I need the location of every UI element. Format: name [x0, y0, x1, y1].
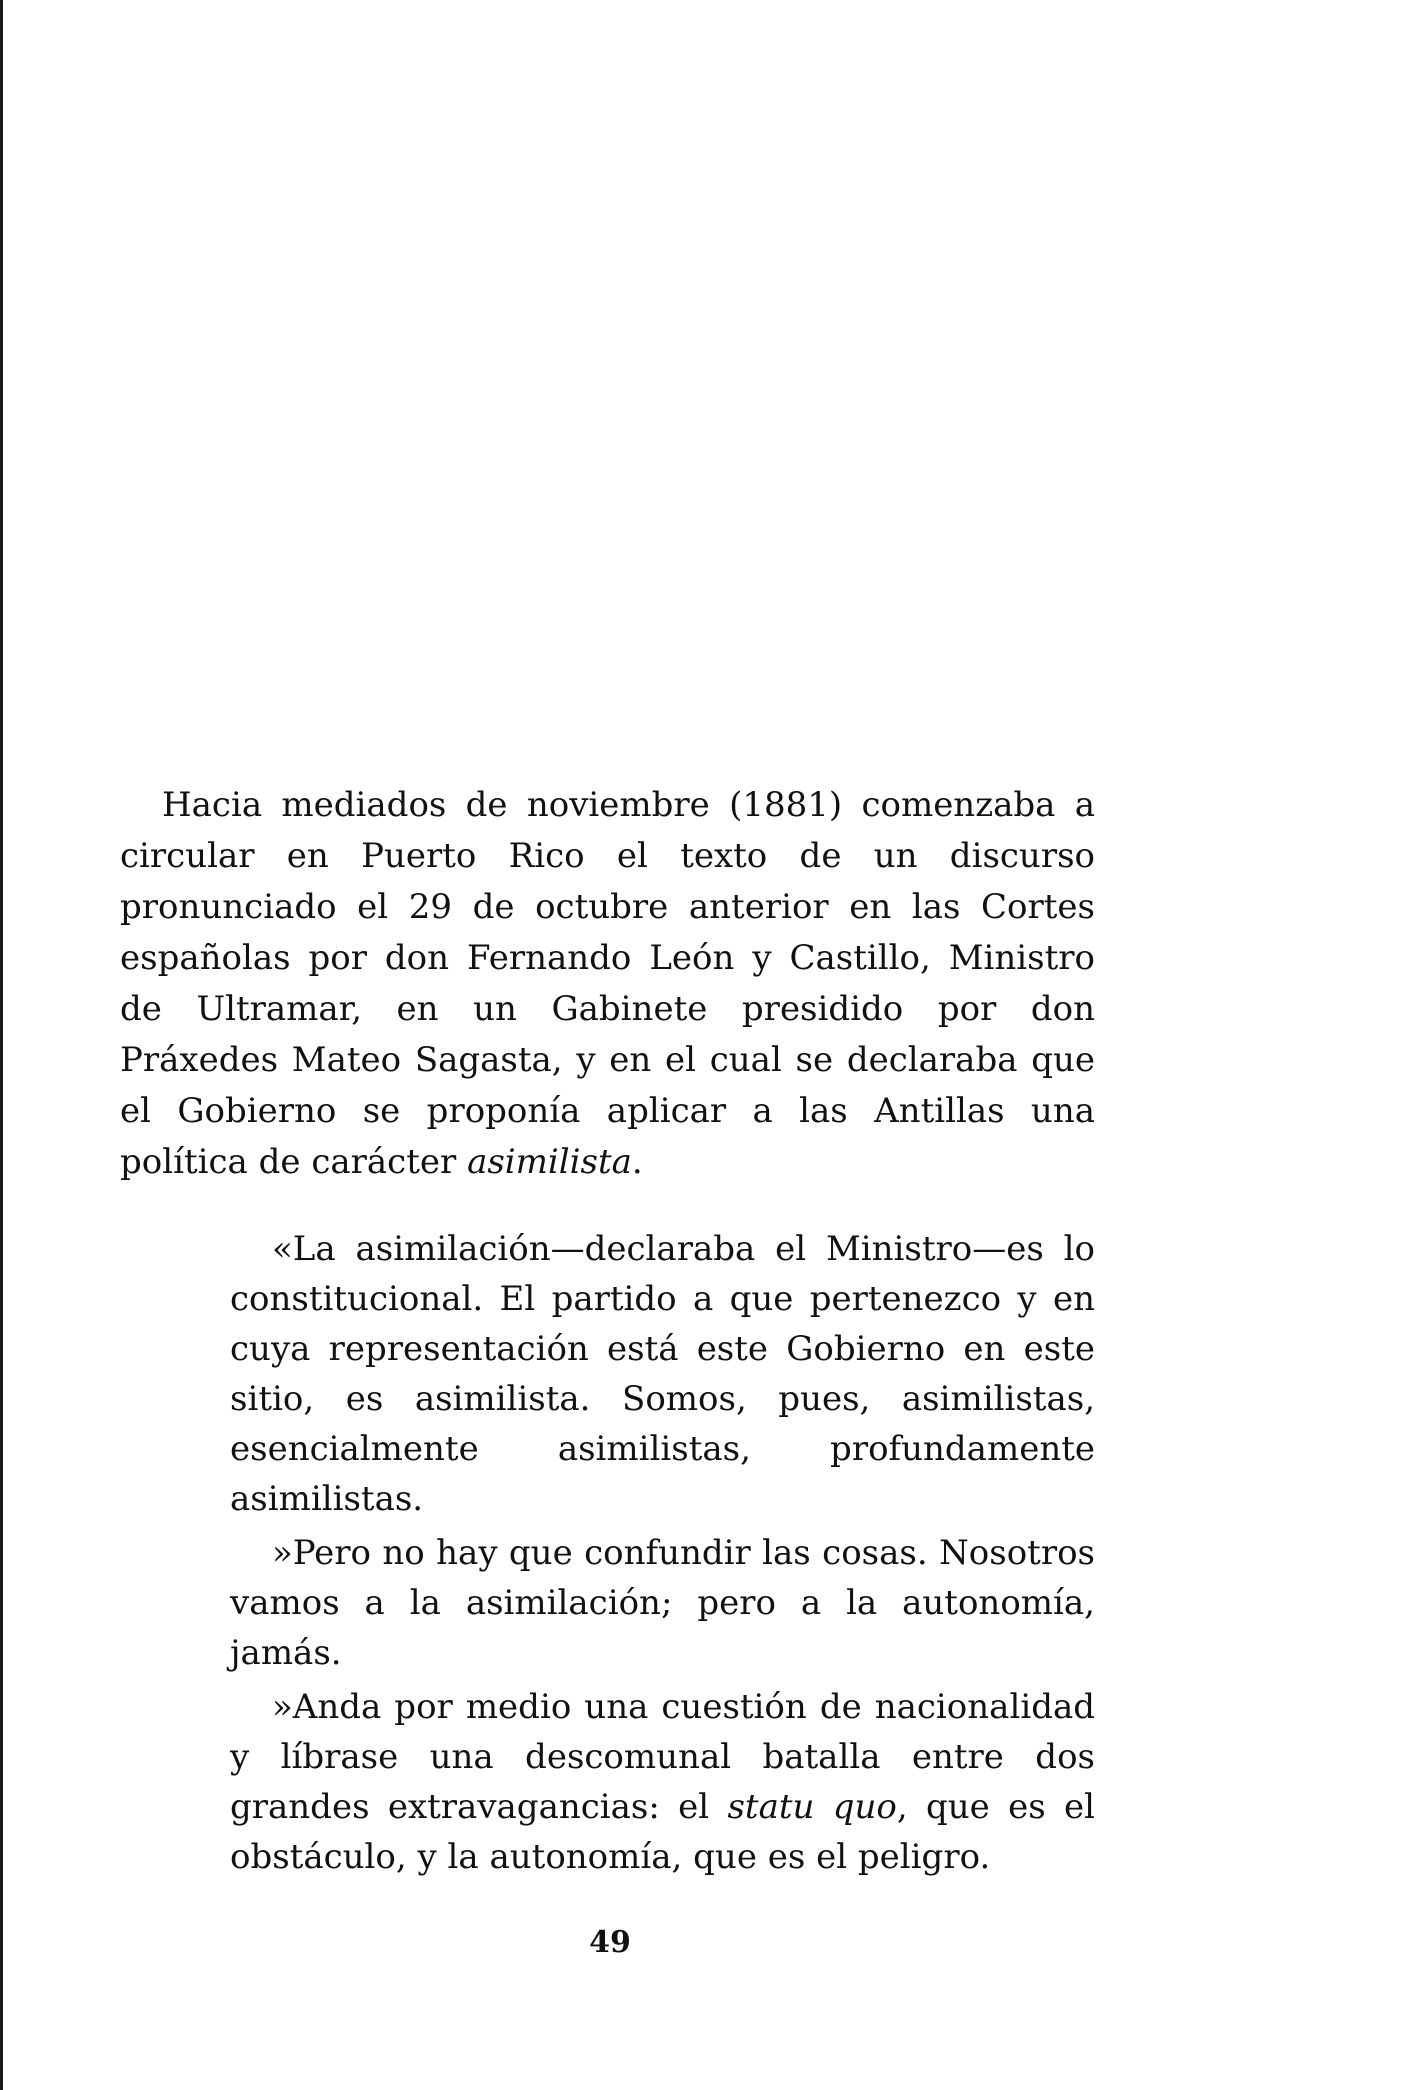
quote-3-emphasis: statu quo — [727, 1787, 897, 1827]
quote-3-text: »Anda por medio una cuestión de nacionalidad y líbrase una descomunal batalla entre dos grandes extravagancias: el — [230, 1687, 1095, 1827]
quote-paragraph-2: »Pero no hay que confundir las cosas. Nosotros vamos a la asimilación; pero a la autonomía, jamás. — [230, 1533, 1095, 1673]
scan-edge — [0, 0, 3, 2090]
intro-text-end: . — [631, 1142, 643, 1182]
intro-paragraph — [120, 780, 1095, 1188]
intro-text: Hacia mediados de noviembre (1881) comenzaba a circular en Puerto Rico el texto de un discurso pronunciado el 29 de octubre anterior en las Cortes españolas por don Fernando León y Castillo, Ministro de Ultramar, en un Gabinete presidido por don Práxedes Mateo Sagasta, y en el cual se declaraba que el Gobierno se proponía aplicar a las Antillas una política de carácter — [120, 785, 1095, 1182]
quote-3-text-end: , que es el obstáculo, y la autonomía, que es el peligro. — [230, 1787, 1095, 1877]
intro-emphasis: asimilista — [467, 1142, 632, 1182]
page-number: 49 — [589, 1925, 631, 1960]
quote-paragraph-1: «La asimilación—declaraba el Ministro—es lo constitucional. El partido a que pertenezco y en cuya representación está este Gobierno en este sitio, es asimilista. Somos, pues, asimilistas, esencialmente asimilistas, profundamente asimilistas. — [230, 1229, 1095, 1519]
block-quote — [230, 1224, 1095, 1882]
quote-paragraph-3 — [230, 1682, 1095, 1882]
page-body — [120, 780, 1095, 1882]
